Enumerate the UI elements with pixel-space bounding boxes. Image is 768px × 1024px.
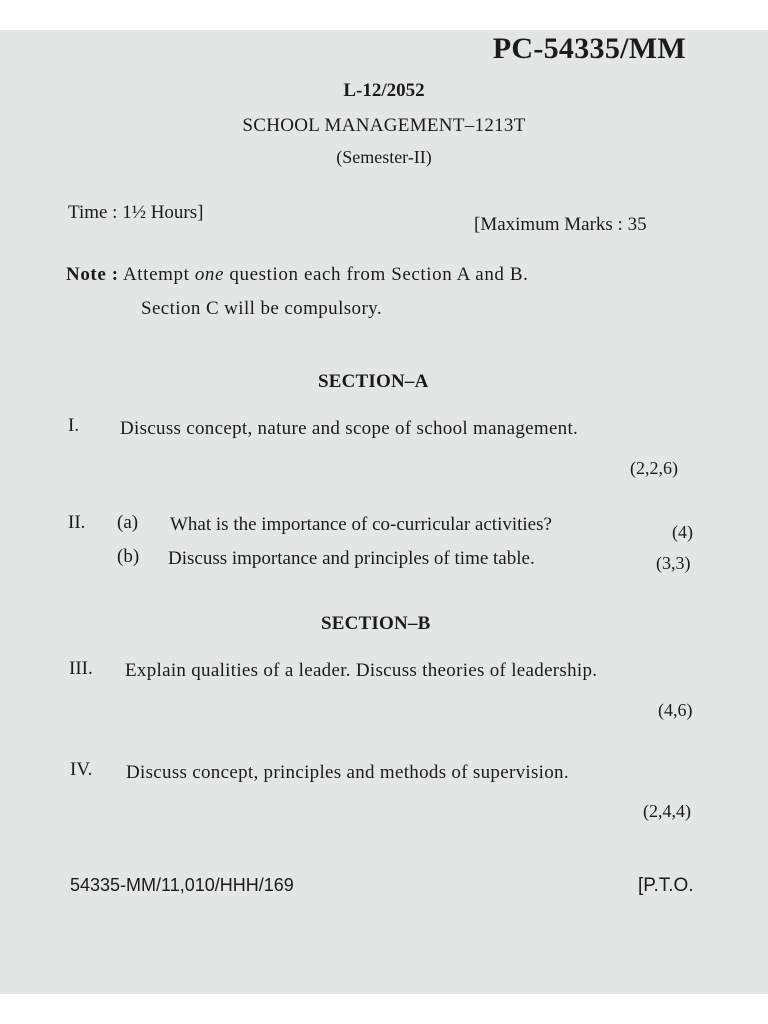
semester: (Semester-II) <box>336 147 432 167</box>
note-post: question each from Section A and B. <box>229 264 529 285</box>
question-4-number: IV. <box>70 759 93 780</box>
question-3-number: III. <box>69 658 93 679</box>
question-1-marks: (2,2,6) <box>630 458 678 478</box>
maximum-marks: [Maximum Marks : 35 <box>474 214 647 235</box>
time-allowed: Time : 1½ Hours] <box>68 202 204 223</box>
pto-label: [P.T.O. <box>638 875 694 896</box>
paper-code: PC-54335/MM <box>492 32 686 65</box>
question-1-number: I. <box>68 415 80 436</box>
question-2a-label: (a) <box>117 512 139 533</box>
question-4-text: Discuss concept, principles and methods of supervision. <box>126 762 569 783</box>
note-line-1 <box>66 264 529 286</box>
question-2b-text: Discuss importance and principles of time table. <box>168 548 535 569</box>
section-b-title: SECTION–B <box>321 613 431 634</box>
question-3-text: Explain qualities of a leader. Discuss theories of leadership. <box>125 660 598 681</box>
question-2b-label: (b) <box>117 546 140 567</box>
subject-title: SCHOOL MANAGEMENT–1213T <box>242 115 526 136</box>
footer-code: 54335-MM/11,010/HHH/169 <box>70 875 294 895</box>
question-2b-marks: (3,3) <box>656 553 691 573</box>
question-2-number: II. <box>68 512 86 533</box>
note-label: Note : <box>66 264 119 285</box>
section-a-title: SECTION–A <box>318 371 429 392</box>
note-pre: Attempt <box>122 264 190 285</box>
question-4-marks: (2,4,4) <box>643 801 691 821</box>
note-emphasis: one <box>194 264 225 285</box>
exam-paper <box>0 30 768 994</box>
l-code: L-12/2052 <box>343 80 425 101</box>
question-2a-text: What is the importance of co-curricular activities? <box>170 514 552 535</box>
question-1-text: Discuss concept, nature and scope of school management. <box>120 418 579 439</box>
question-2a-marks: (4) <box>672 522 693 542</box>
question-3-marks: (4,6) <box>658 700 693 720</box>
note-line-2: Section C will be compulsory. <box>141 298 382 319</box>
